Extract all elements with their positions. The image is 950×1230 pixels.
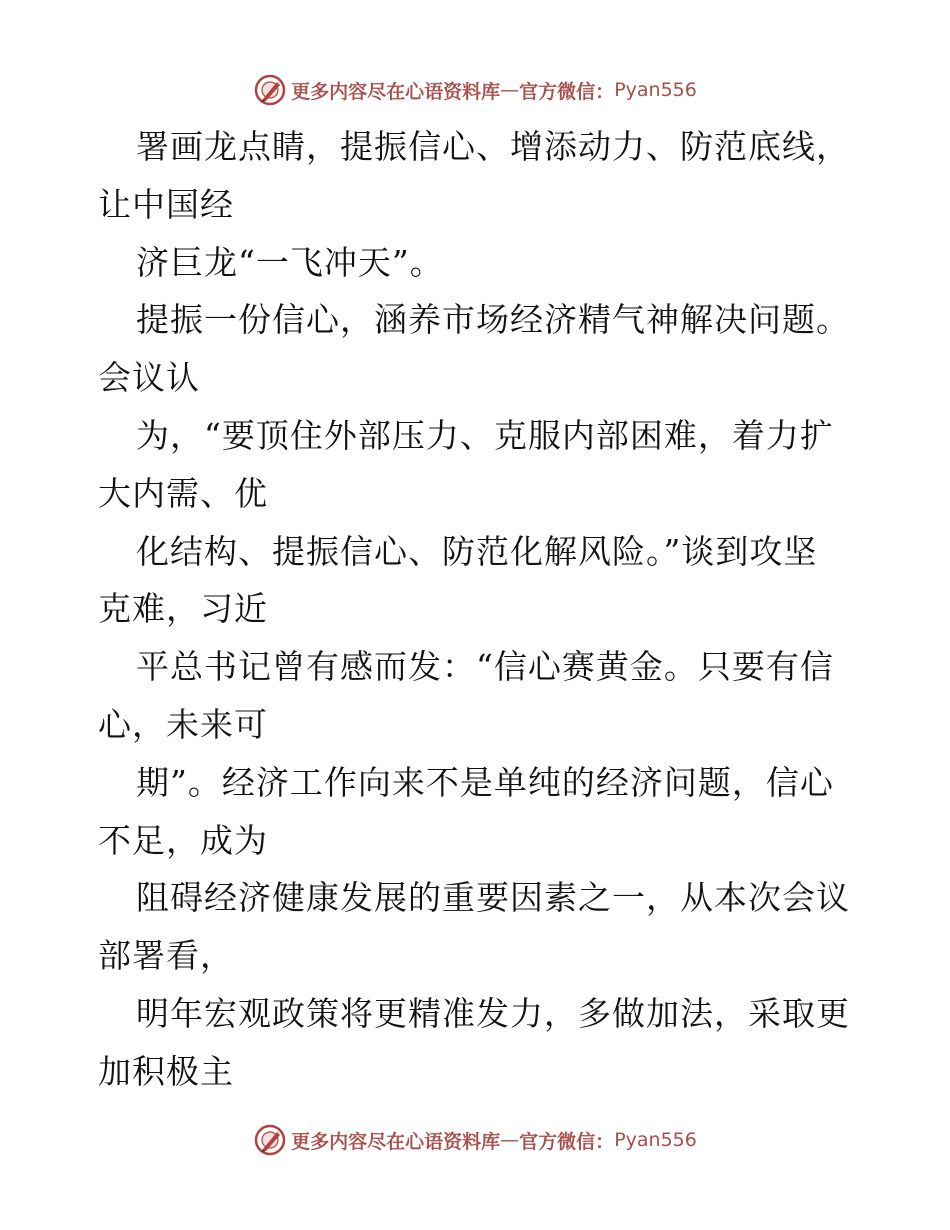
text-line: 心，未来可 — [98, 704, 268, 744]
watermark-separator: — — [500, 1129, 520, 1151]
watermark-text: 更多内容尽在心语资料库 — [291, 80, 501, 103]
text-line: 克难，习近 — [98, 589, 268, 629]
footer-watermark — [0, 1120, 950, 1160]
text-line: 会议认 — [98, 358, 200, 398]
header-watermark — [0, 70, 950, 110]
text-line: 平总书记曾有感而发：“信心赛黄金。只要有信 — [136, 647, 834, 687]
text-line: 部署看， — [98, 936, 234, 976]
text-line: 让中国经 — [98, 184, 234, 224]
text-line: 济巨龙“一飞冲天”。 — [136, 242, 444, 282]
text-line: 提振一份信心，涵养市场经济精气神解决问题。 — [136, 300, 850, 340]
watermark-label: 官方微信： — [519, 1130, 615, 1153]
text-line: 署画龙点睛，提振信心、增添动力、防范底线， — [136, 127, 850, 166]
text-line: 化结构、提振信心、防范化解风险。”谈到攻坚 — [136, 531, 818, 571]
text-line: 大内需、优 — [98, 473, 268, 513]
text-line: 期”。经济工作向来不是单纯的经济问题，信心 — [136, 762, 834, 802]
watermark-id: Pyan556 — [614, 79, 697, 101]
text-line: 明年宏观政策将更精准发力，多做加法，采取更 — [136, 993, 850, 1033]
watermark-id: Pyan556 — [614, 1129, 697, 1151]
document-body — [98, 118, 858, 1101]
logo-icon — [253, 1123, 287, 1157]
watermark-label: 官方微信： — [519, 80, 615, 103]
watermark-separator: — — [500, 79, 520, 101]
watermark-text: 更多内容尽在心语资料库 — [291, 1130, 501, 1153]
text-line: 阻碍经济健康发展的重要因素之一，从本次会议 — [136, 878, 850, 918]
text-line: 不足，成为 — [98, 820, 268, 860]
text-line: 加积极主 — [98, 1051, 234, 1091]
text-line: 为，“要顶住外部压力、克服内部困难，着力扩 — [136, 415, 834, 455]
logo-icon — [253, 73, 287, 107]
